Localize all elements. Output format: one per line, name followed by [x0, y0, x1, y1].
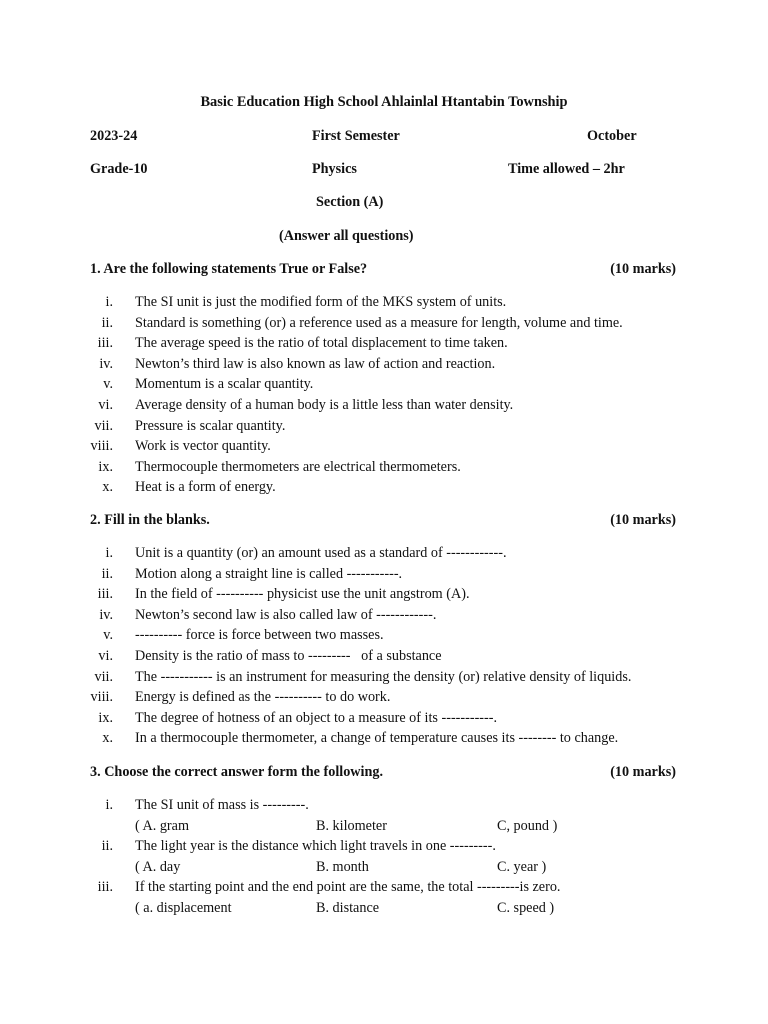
section-heading: Section (A)	[316, 194, 384, 210]
instruction: (Answer all questions)	[279, 228, 414, 244]
question-1-marks: (10 marks)	[610, 261, 676, 277]
item-number: v.	[103, 627, 113, 644]
item-text: Average density of a human body is a little less than water density.	[135, 397, 514, 413]
item-number: i.	[105, 797, 113, 813]
list-item	[0, 689, 768, 710]
item-text: Newton’s second law is also called law of ------------.	[135, 606, 437, 623]
list-item	[0, 648, 768, 669]
answer-options	[0, 859, 768, 879]
item-text: Newton’s third law is also known as law of action and reaction.	[135, 355, 496, 372]
academic-year: 2023-24	[90, 128, 138, 144]
item-number: vii.	[94, 417, 113, 434]
option-a: ( A. gram	[135, 817, 189, 834]
list-item	[0, 669, 768, 690]
item-text: Unit is a quantity (or) an amount used as a standard of ------------.	[135, 545, 507, 561]
item-text: Energy is defined as the ---------- to do work.	[135, 689, 391, 706]
item-text: Thermocouple thermometers are electrical thermometers.	[135, 458, 461, 475]
question-3-heading	[90, 764, 676, 781]
item-text: The degree of hotness of an object to a measure of its -----------.	[135, 709, 498, 726]
item-text: The SI unit is just the modified form of the MKS system of units.	[135, 294, 507, 310]
question-1-title: 1. Are the following statements True or False?	[90, 261, 368, 277]
item-number: iv.	[99, 355, 113, 372]
item-text: Standard is something (or) a reference used as a measure for length, volume and time.	[135, 314, 623, 331]
list-item	[0, 710, 768, 731]
option-c: C. speed )	[497, 900, 555, 916]
item-number: vi.	[98, 648, 113, 664]
item-number: viii.	[90, 689, 113, 706]
item-text: ---------- force is force between two masses.	[135, 627, 384, 644]
item-text: If the starting point and the end point are the same, the total ---------is zero.	[135, 879, 561, 896]
grade: Grade-10	[90, 161, 148, 177]
list-item	[0, 566, 768, 587]
list-item	[0, 607, 768, 628]
option-b: B. month	[316, 858, 369, 875]
list-item	[0, 586, 768, 607]
item-number: iii.	[97, 879, 113, 896]
item-number: viii.	[90, 438, 113, 455]
item-text: Density is the ratio of mass to --------- of a substance	[135, 648, 442, 664]
item-text: The average speed is the ratio of total displacement to time taken.	[135, 335, 508, 352]
question-3-marks: (10 marks)	[610, 764, 676, 780]
item-text: In a thermocouple thermometer, a change of temperature causes its -------- to change.	[135, 730, 619, 747]
item-number: ii.	[101, 314, 113, 331]
item-text: Motion along a straight line is called -----------.	[135, 565, 403, 582]
item-text: In the field of ---------- physicist use the unit angstrom (A).	[135, 586, 470, 603]
question-3-title: 3. Choose the correct answer form the following.	[90, 764, 384, 780]
list-item	[0, 879, 768, 900]
list-item	[0, 797, 768, 818]
item-number: i.	[105, 545, 113, 561]
item-text: Heat is a form of energy.	[135, 479, 276, 496]
list-item	[0, 479, 768, 500]
list-item	[0, 838, 768, 859]
question-1-heading	[90, 261, 676, 278]
option-a: ( A. day	[135, 858, 181, 875]
list-item	[0, 627, 768, 648]
item-number: x.	[102, 479, 113, 496]
item-number: ix.	[98, 458, 113, 475]
item-text: The light year is the distance which light travels in one ---------.	[135, 838, 496, 855]
item-number: ix.	[98, 709, 113, 726]
list-item	[0, 356, 768, 377]
item-number: ii.	[101, 838, 113, 855]
item-number: iii.	[97, 335, 113, 352]
subject: Physics	[312, 161, 357, 177]
list-item	[0, 459, 768, 480]
item-text: The ----------- is an instrument for measuring the density (or) relative density of liquids.	[135, 668, 632, 685]
question-2-title: 2. Fill in the blanks.	[90, 512, 210, 528]
list-item	[0, 730, 768, 751]
question-2-heading	[90, 512, 676, 529]
school-title: Basic Education High School Ahlainlal Htantabin Township	[200, 94, 568, 110]
option-c: C, pound )	[497, 817, 558, 834]
option-a: ( a. displacement	[135, 900, 232, 916]
time-allowed: Time allowed – 2hr	[508, 161, 625, 177]
option-c: C. year )	[497, 858, 547, 875]
option-b: B. distance	[316, 900, 380, 916]
item-number: iii.	[97, 586, 113, 603]
list-item	[0, 294, 768, 315]
item-number: i.	[105, 294, 113, 310]
answer-options	[0, 818, 768, 838]
item-number: x.	[102, 730, 113, 747]
item-number: iv.	[99, 606, 113, 623]
list-item	[0, 545, 768, 566]
item-number: vi.	[98, 397, 113, 413]
list-item	[0, 397, 768, 418]
item-text: The SI unit of mass is ---------.	[135, 797, 309, 813]
list-item	[0, 335, 768, 356]
option-b: B. kilometer	[316, 817, 387, 834]
answer-options	[0, 900, 768, 920]
item-number: vii.	[94, 668, 113, 685]
header-row-2	[0, 161, 768, 181]
item-number: ii.	[101, 565, 113, 582]
list-item	[0, 315, 768, 336]
list-item	[0, 438, 768, 459]
list-item	[0, 376, 768, 397]
exam-month: October	[587, 128, 637, 144]
item-number: v.	[103, 376, 113, 393]
item-text: Pressure is scalar quantity.	[135, 417, 286, 434]
list-item	[0, 418, 768, 439]
item-text: Momentum is a scalar quantity.	[135, 376, 314, 393]
semester: First Semester	[312, 128, 400, 144]
item-text: Work is vector quantity.	[135, 438, 271, 455]
question-2-marks: (10 marks)	[610, 512, 676, 528]
header-row-1	[0, 128, 768, 148]
